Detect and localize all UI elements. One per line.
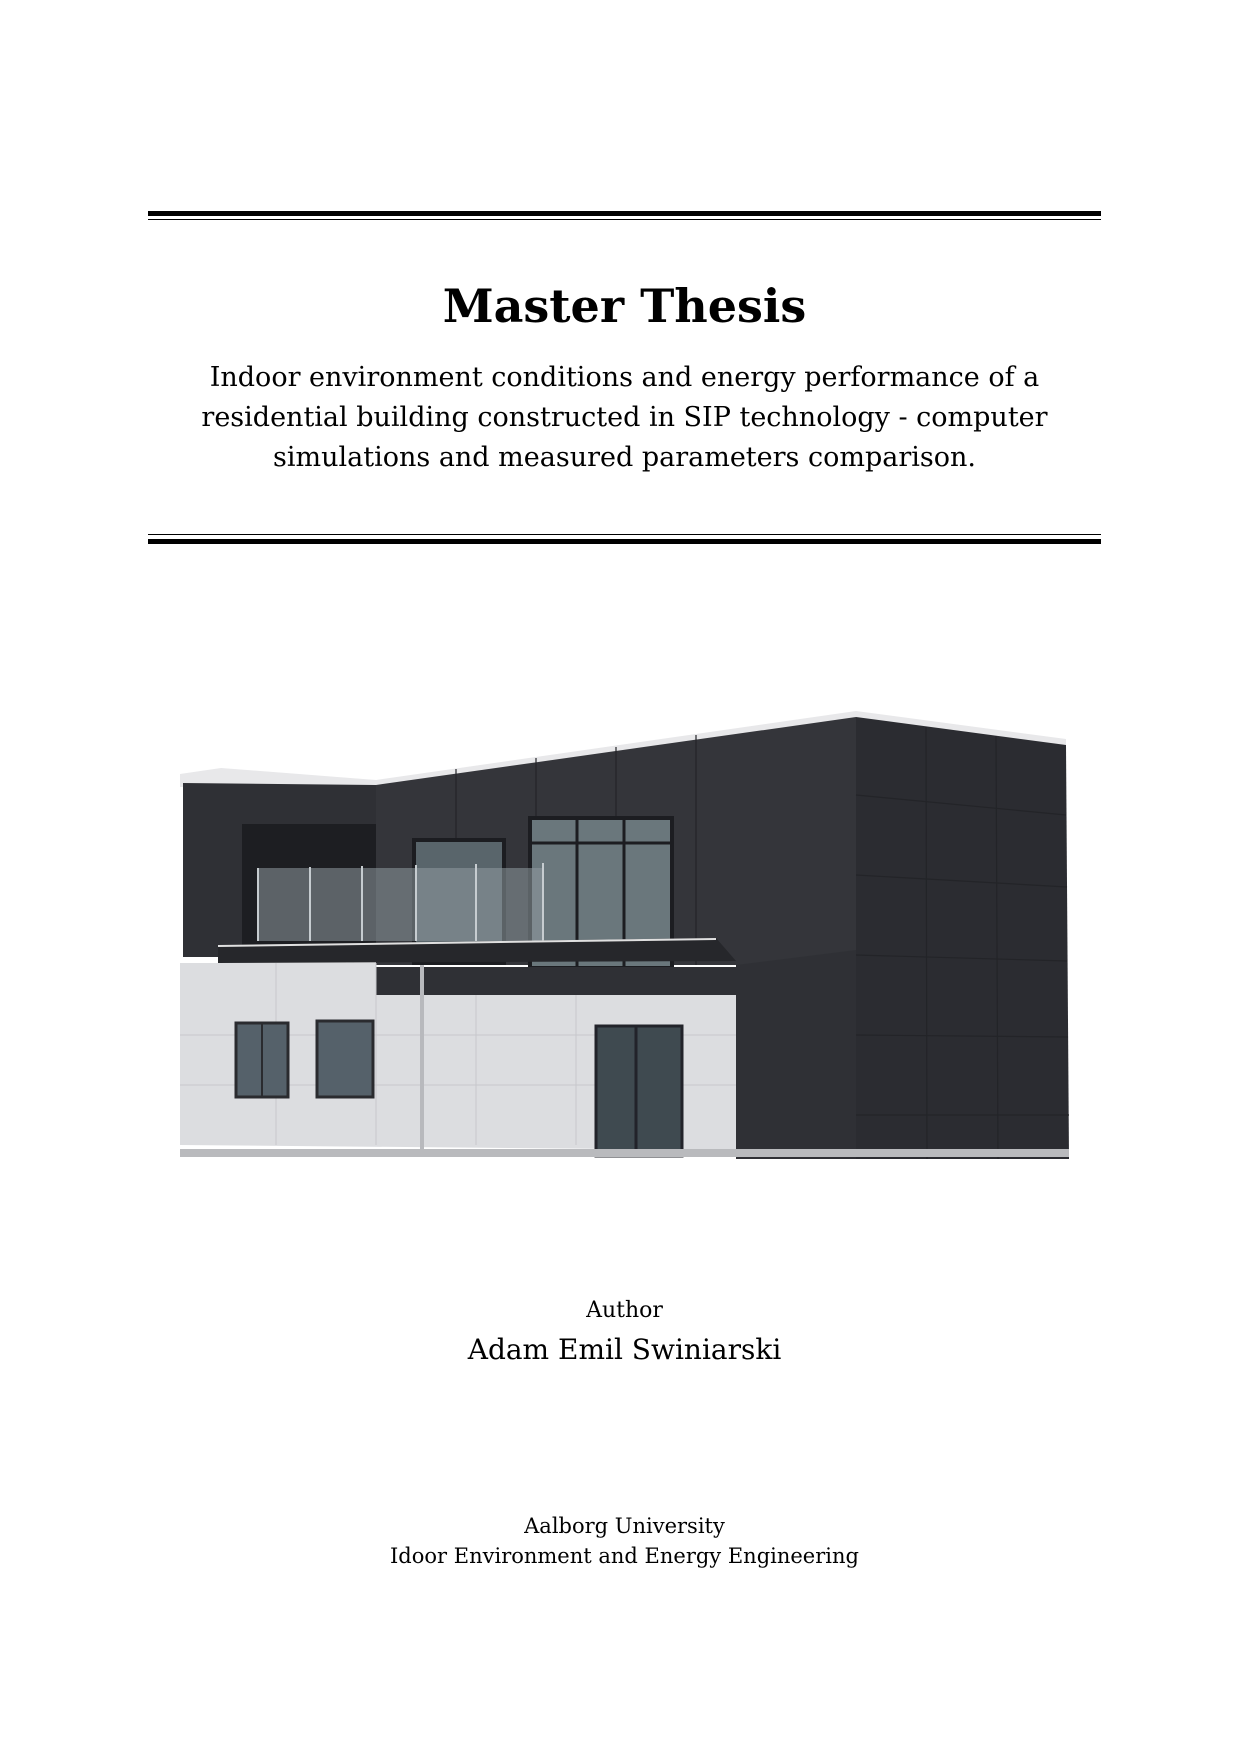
balcony-glass-rail: [258, 868, 543, 941]
author-label: Author: [586, 1298, 663, 1323]
subtitle-line: Indoor environment conditions and energy performance of a: [209, 362, 1040, 393]
bottom-rule-thin: [148, 534, 1101, 535]
front-column: [736, 950, 856, 1159]
subtitle-line: residential building constructed in SIP technology - computer: [201, 402, 1048, 433]
subtitle-line: simulations and measured parameters comparison.: [273, 442, 976, 473]
thesis-title: Master Thesis: [442, 279, 807, 333]
house-photo: [176, 705, 1072, 1160]
bottom-rule-thick: [148, 539, 1101, 544]
ground-strip: [180, 1149, 1069, 1157]
author-name: Adam Emil Swiniarski: [467, 1333, 782, 1366]
right-tall-block: [856, 717, 1069, 1159]
entrance-door: [596, 1026, 682, 1156]
program-name: Idoor Environment and Energy Engineering: [390, 1544, 859, 1568]
downpipe: [420, 965, 424, 1157]
thesis-subtitle: [180, 358, 1069, 478]
top-rule-thin: [148, 219, 1101, 220]
ground-window-2: [317, 1021, 373, 1097]
affiliation: [148, 1511, 1101, 1571]
university-name: Aalborg University: [524, 1514, 725, 1538]
top-rule-thick: [148, 211, 1101, 216]
